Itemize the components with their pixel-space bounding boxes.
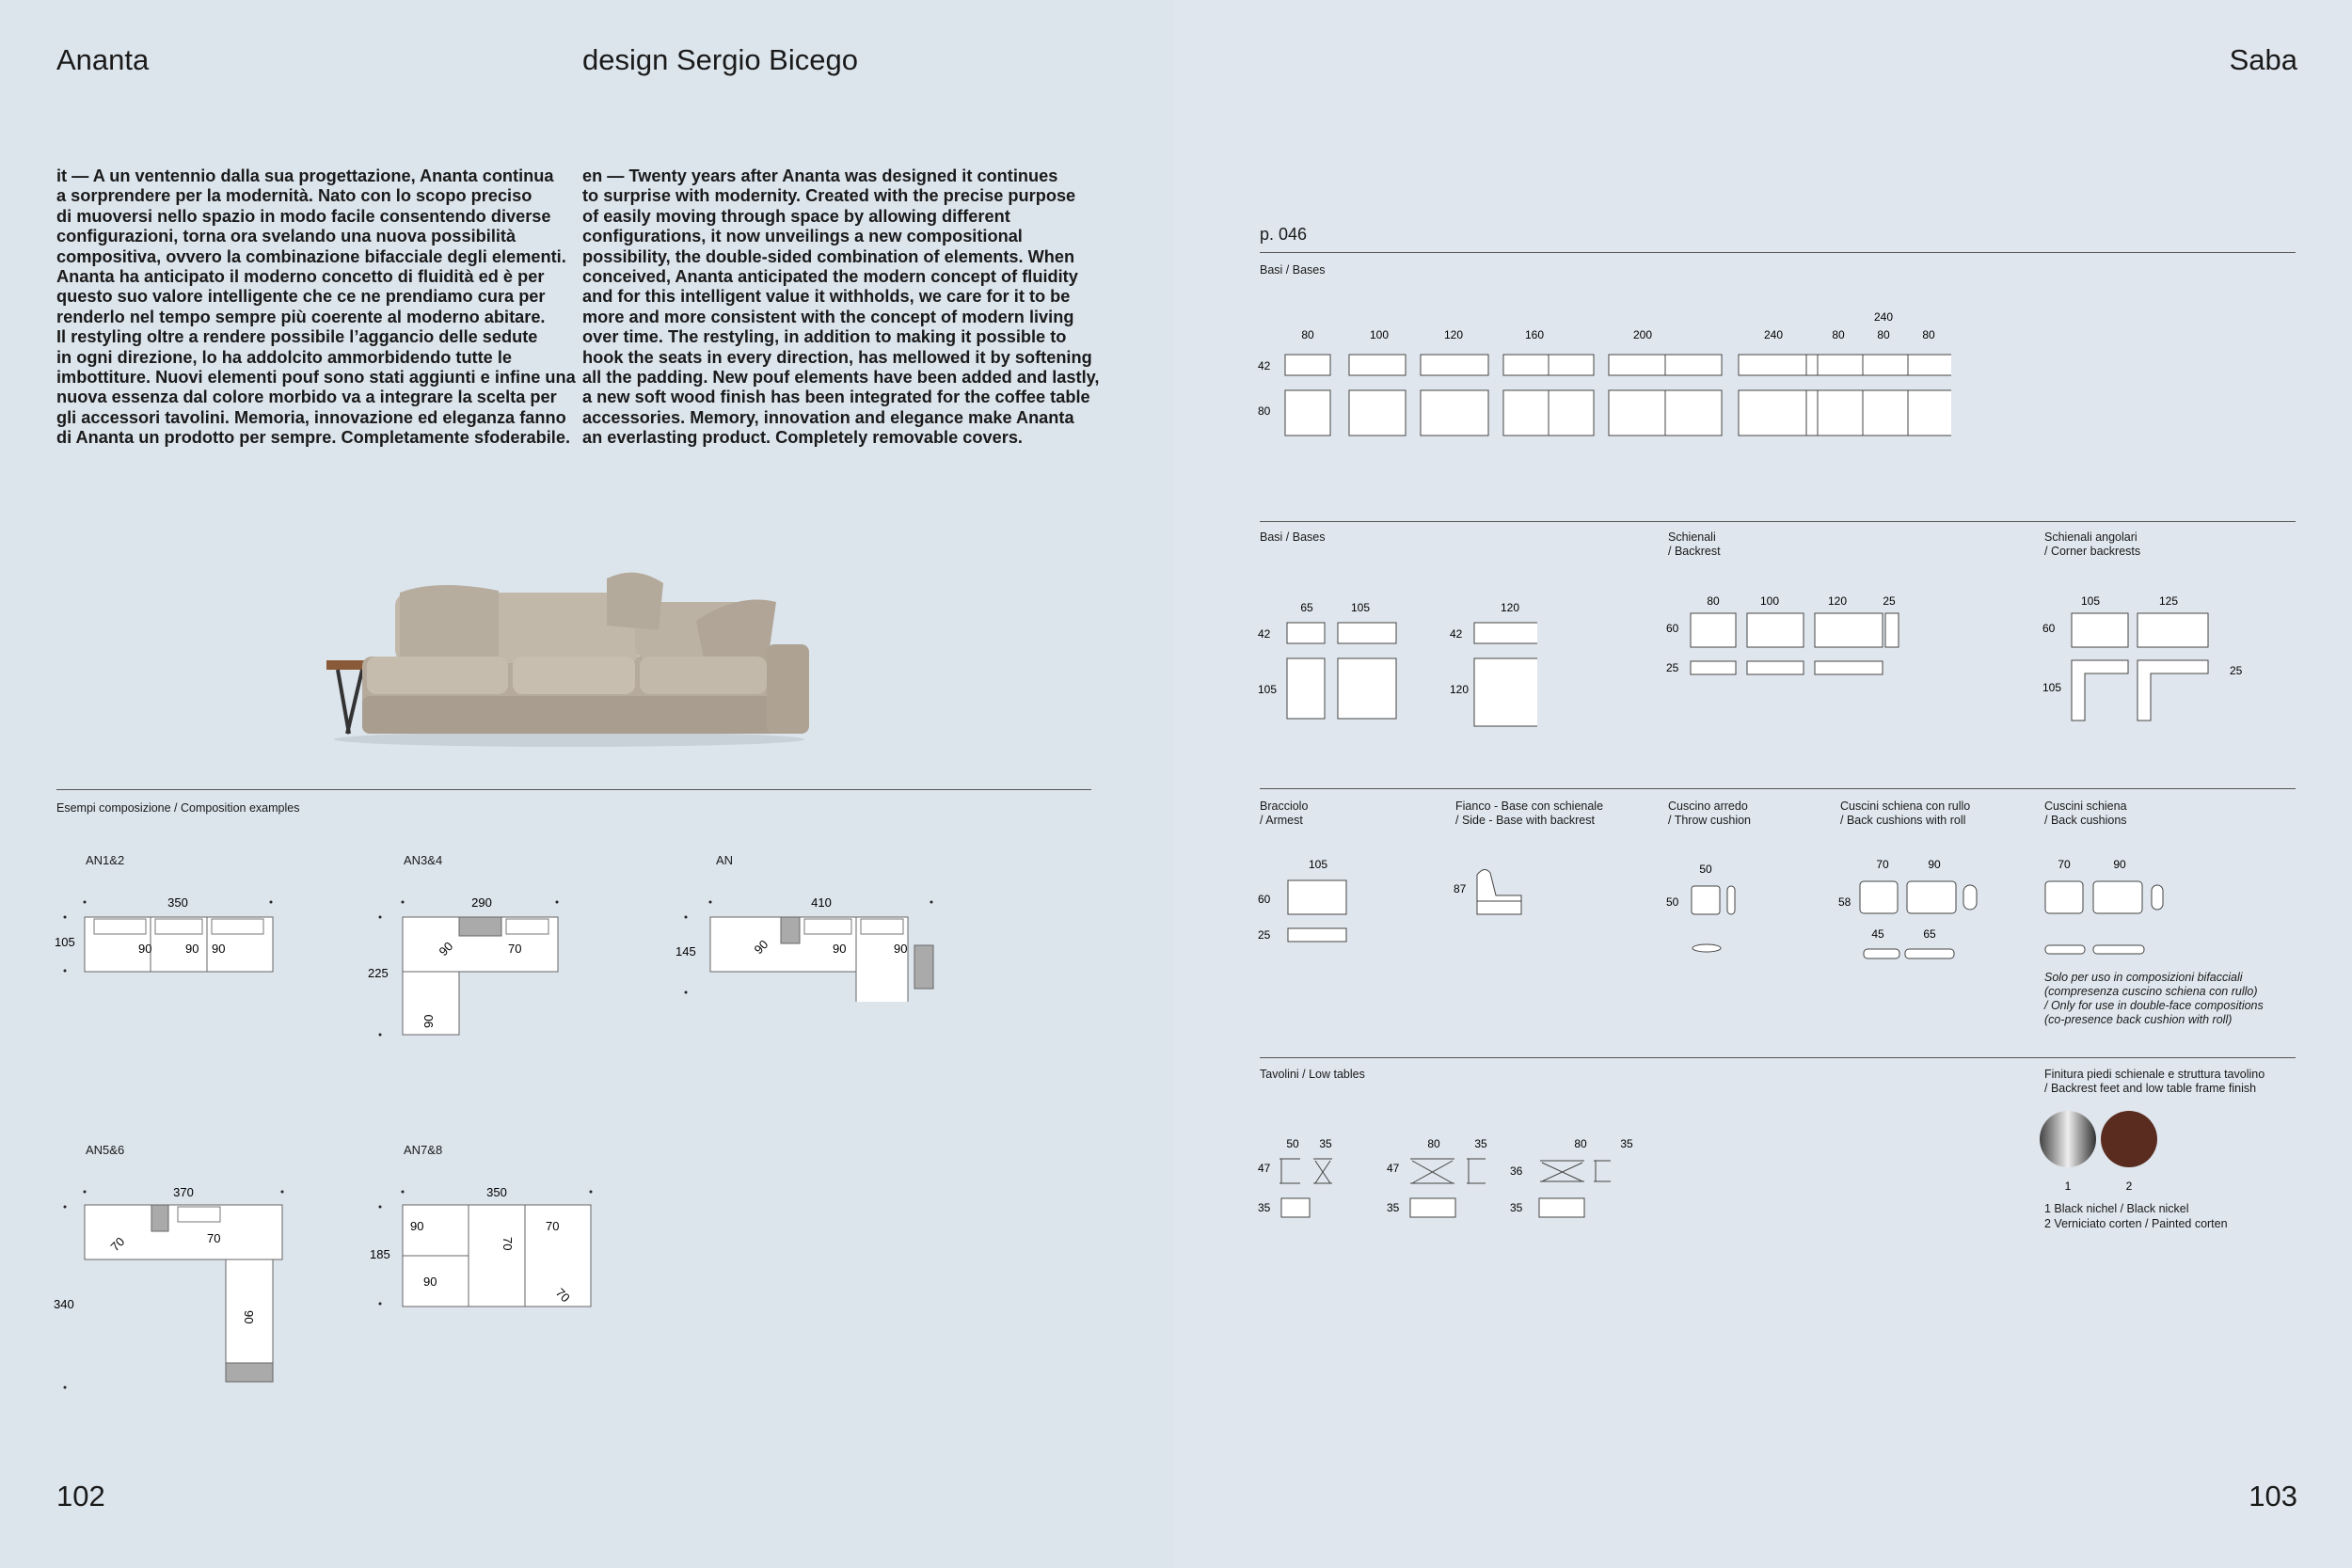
seat-label: 90 [410, 1219, 424, 1233]
finish-legend-2: 2 Verniciato corten / Painted corten [2044, 1217, 2228, 1230]
swatch-black-nickel [2040, 1111, 2096, 1167]
example-width: 290 [471, 895, 492, 910]
swatch-number: 1 [2064, 1180, 2072, 1193]
dim: 65 [1300, 601, 1313, 614]
section-divider [1260, 521, 2296, 522]
dim: 25 [1666, 661, 1679, 674]
example-depth: 145 [675, 944, 696, 958]
dim: 90 [1928, 858, 1941, 871]
designer-credit: design Sergio Bicego [582, 43, 858, 76]
section-divider [1260, 788, 2296, 789]
dim: 80 [1707, 594, 1720, 608]
armest-label: Bracciolo / Armest [1260, 800, 1309, 827]
throw-cushion-label: Cuscino arredo / Throw cushion [1668, 800, 1752, 827]
dim: 25 [1258, 928, 1271, 942]
dim: 120 [1827, 594, 1848, 608]
backrest-drawing [1663, 593, 1946, 687]
dim: 36 [1510, 1164, 1523, 1178]
bases2-drawing [1255, 593, 1537, 734]
dim: 50 [1699, 863, 1712, 876]
example-width: 350 [486, 1185, 507, 1199]
dim: 80 [1832, 328, 1845, 341]
dim: 70 [2058, 858, 2071, 871]
dim: 80 [1427, 1137, 1440, 1150]
bases-drawing [1255, 306, 1951, 437]
seat-label: 90 [751, 937, 771, 958]
dim: 87 [1454, 882, 1467, 895]
example-an-plan [673, 889, 946, 1002]
dim: 105 [2042, 681, 2062, 694]
finish-legend-1: 1 Black nichel / Black nickel [2044, 1202, 2189, 1215]
seat-label: 70 [501, 1237, 515, 1251]
dim: 47 [1387, 1162, 1400, 1175]
back-cushion-note: Solo per uso in composizioni bifacciali (compresenza cuscino schiena con rullo) / Only for use in double-face compositions (co-presence back cushion with roll) [2044, 971, 2264, 1026]
seat-label: 90 [185, 942, 199, 956]
dim: 80 [1301, 328, 1314, 341]
seat-label: 70 [107, 1234, 128, 1255]
page-number-left: 102 [56, 1480, 105, 1513]
corner-backrest-label: Schienali angolari / Corner backrests [2044, 531, 2141, 558]
dim: 60 [1666, 622, 1679, 635]
dim: 35 [1510, 1201, 1523, 1214]
example-name: AN3&4 [404, 853, 443, 867]
low-tables-label: Tavolini / Low tables [1260, 1068, 1365, 1081]
dim: 25 [1883, 594, 1896, 608]
dim: 80 [1258, 404, 1271, 418]
page-reference: p. 046 [1260, 225, 1308, 244]
dim: 45 [1871, 927, 1884, 941]
example-name: AN7&8 [404, 1143, 443, 1157]
example-name: AN [716, 853, 734, 867]
dim: 42 [1258, 359, 1271, 372]
right-page [1174, 0, 2352, 1568]
dim: 35 [1474, 1137, 1487, 1150]
seat-label: 70 [546, 1219, 560, 1233]
side-label: Fianco - Base con schienale / Side - Base with backrest [1455, 800, 1604, 827]
dim: 60 [2042, 622, 2056, 635]
dim: 47 [1258, 1162, 1271, 1175]
dim: 80 [1574, 1137, 1587, 1150]
section-divider [1260, 1057, 2296, 1058]
dim: 105 [1308, 858, 1328, 871]
seat-label: 70 [508, 942, 522, 956]
seat-label: 90 [833, 942, 847, 956]
example-name: AN5&6 [86, 1143, 125, 1157]
seat-label: 70 [207, 1231, 221, 1245]
dim: 240 [1763, 328, 1784, 341]
backrest-label: Schienali / Backrest [1668, 531, 1721, 558]
dim: 120 [1450, 683, 1470, 696]
dim: 35 [1258, 1201, 1271, 1214]
product-title: Ananta [56, 43, 150, 76]
dim: 80 [1877, 328, 1890, 341]
throw-cushion-drawing [1663, 856, 1757, 959]
dim: 50 [1666, 895, 1679, 909]
example-width: 350 [167, 895, 188, 910]
finish-label: Finitura piedi schienale e struttura tavolino / Backrest feet and low table frame finish [2044, 1068, 2265, 1095]
dim: 200 [1632, 328, 1653, 341]
dim: 120 [1500, 601, 1520, 614]
example-width: 410 [811, 895, 832, 910]
finish-swatches [2040, 1105, 2171, 1199]
back-cushion-drawing [2040, 851, 2181, 955]
sofa-photo [325, 555, 814, 752]
roll-cushion-drawing [1836, 851, 1986, 964]
bases-label: Basi / Bases [1260, 263, 1326, 277]
seat-label: 90 [138, 942, 152, 956]
bases2-label: Basi / Bases [1260, 531, 1326, 544]
seat-label: 90 [894, 942, 908, 956]
dim: 35 [1319, 1137, 1332, 1150]
example-name: AN1&2 [86, 853, 125, 867]
example-an3-4-plan [367, 889, 583, 1039]
dim: 90 [2113, 858, 2126, 871]
back-cushion-label: Cuscini schiena / Back cushions [2044, 800, 2127, 827]
left-page [0, 0, 1174, 1568]
dim: 42 [1258, 627, 1271, 641]
seat-label: 90 [423, 1275, 437, 1289]
dim: 105 [2080, 594, 2101, 608]
dim: 105 [1258, 683, 1278, 696]
examples-label: Esempi composizione / Composition examples [56, 801, 300, 815]
dim: 60 [1258, 893, 1271, 906]
dim: 35 [1387, 1201, 1400, 1214]
dim: 240 [1873, 310, 1894, 324]
example-an1-2-plan [52, 889, 287, 983]
roll-cushion-label: Cuscini schiena con rullo / Back cushions with roll [1840, 800, 1971, 827]
dim: 42 [1450, 627, 1463, 641]
page-number-right: 103 [2249, 1480, 2297, 1513]
dim: 100 [1759, 594, 1780, 608]
dim: 25 [2230, 664, 2243, 677]
seat-label: 90 [436, 939, 456, 959]
dim: 65 [1923, 927, 1936, 941]
dim: 80 [1922, 328, 1935, 341]
low-tables-drawing [1255, 1129, 1660, 1232]
swatch-painted-corten [2101, 1111, 2157, 1167]
seat-label: 90 [212, 942, 226, 956]
dim: 50 [1286, 1137, 1299, 1150]
dim: 35 [1620, 1137, 1633, 1150]
dim: 160 [1524, 328, 1545, 341]
corner-backrest-drawing [2040, 593, 2275, 724]
examples-divider [56, 789, 1091, 790]
example-depth: 225 [368, 966, 389, 980]
seat-label: 90 [242, 1310, 256, 1324]
example-an7-8-plan [367, 1179, 602, 1310]
dim: 125 [2158, 594, 2179, 608]
brand-name: Saba [2229, 43, 2297, 76]
example-an5-6-plan [52, 1179, 296, 1395]
dim: 105 [1350, 601, 1371, 614]
example-width: 370 [173, 1185, 194, 1199]
example-depth: 185 [370, 1247, 390, 1261]
example-depth: 340 [54, 1297, 74, 1311]
description-italian: it — A un ventennio dalla sua progettazione, Ananta continua a sorprendere per la modernità. Nato con lo scopo preciso di muoversi nello spazio in modo facile consentendo diverse configurazioni, torna ora svelando una nuova possibilità compositiva, ovvero la combinazione bifacciale degli elementi. Ananta ha anticipato il moderno concetto di fluidità ed è per questo suo valore intelligente che ce ne prendiamo cura per renderlo nel tempo sempre più coerente al moderno abitare. Il restyling oltre a rendere possibile l’aggancio delle sedute in ogni direzione, lo ha addolcito ammorbidendo tutte le imbottiture. Nuovi elementi pouf sono stati aggiunti e infine una nuova essenza dal colore morbido va a integrare la scelta per gli accessori tavolini. Memoria, innovazione ed eleganza fanno di Ananta un prodotto per sempre. Completamente sfoderabile. [56, 166, 576, 448]
dim: 58 [1838, 895, 1851, 909]
armest-drawing [1255, 856, 1368, 950]
side-drawing [1451, 856, 1564, 941]
section-divider [1260, 252, 2296, 253]
seat-label: 90 [421, 1014, 436, 1028]
dim: 120 [1443, 328, 1464, 341]
description-english: en — Twenty years after Ananta was designed it continues to surprise with modernity. Created with the precise purpose of easily moving through space by allowing different configurations, it now unveilings a new compositional possibility, the double-sided combination of elements. When conceived, Ananta anticipated the modern concept of fluidity and for this intelligent value it withholds, we care for it to be more and more consistent with the concept of modern living over time. The restyling, in addition to making it possible to hook the seats in every direction, has mellowed it by softening all the padding. New pouf elements have been added and lastly, a new soft wood finish has been integrated for the coffee table accessories. Memory, innovation and elegance make Ananta an everlasting product. Completely removable covers. [582, 166, 1100, 448]
seat-label: 70 [552, 1285, 573, 1306]
example-depth: 105 [55, 935, 75, 949]
swatch-number: 2 [2125, 1180, 2133, 1193]
dim: 70 [1876, 858, 1889, 871]
dim: 100 [1369, 328, 1390, 341]
